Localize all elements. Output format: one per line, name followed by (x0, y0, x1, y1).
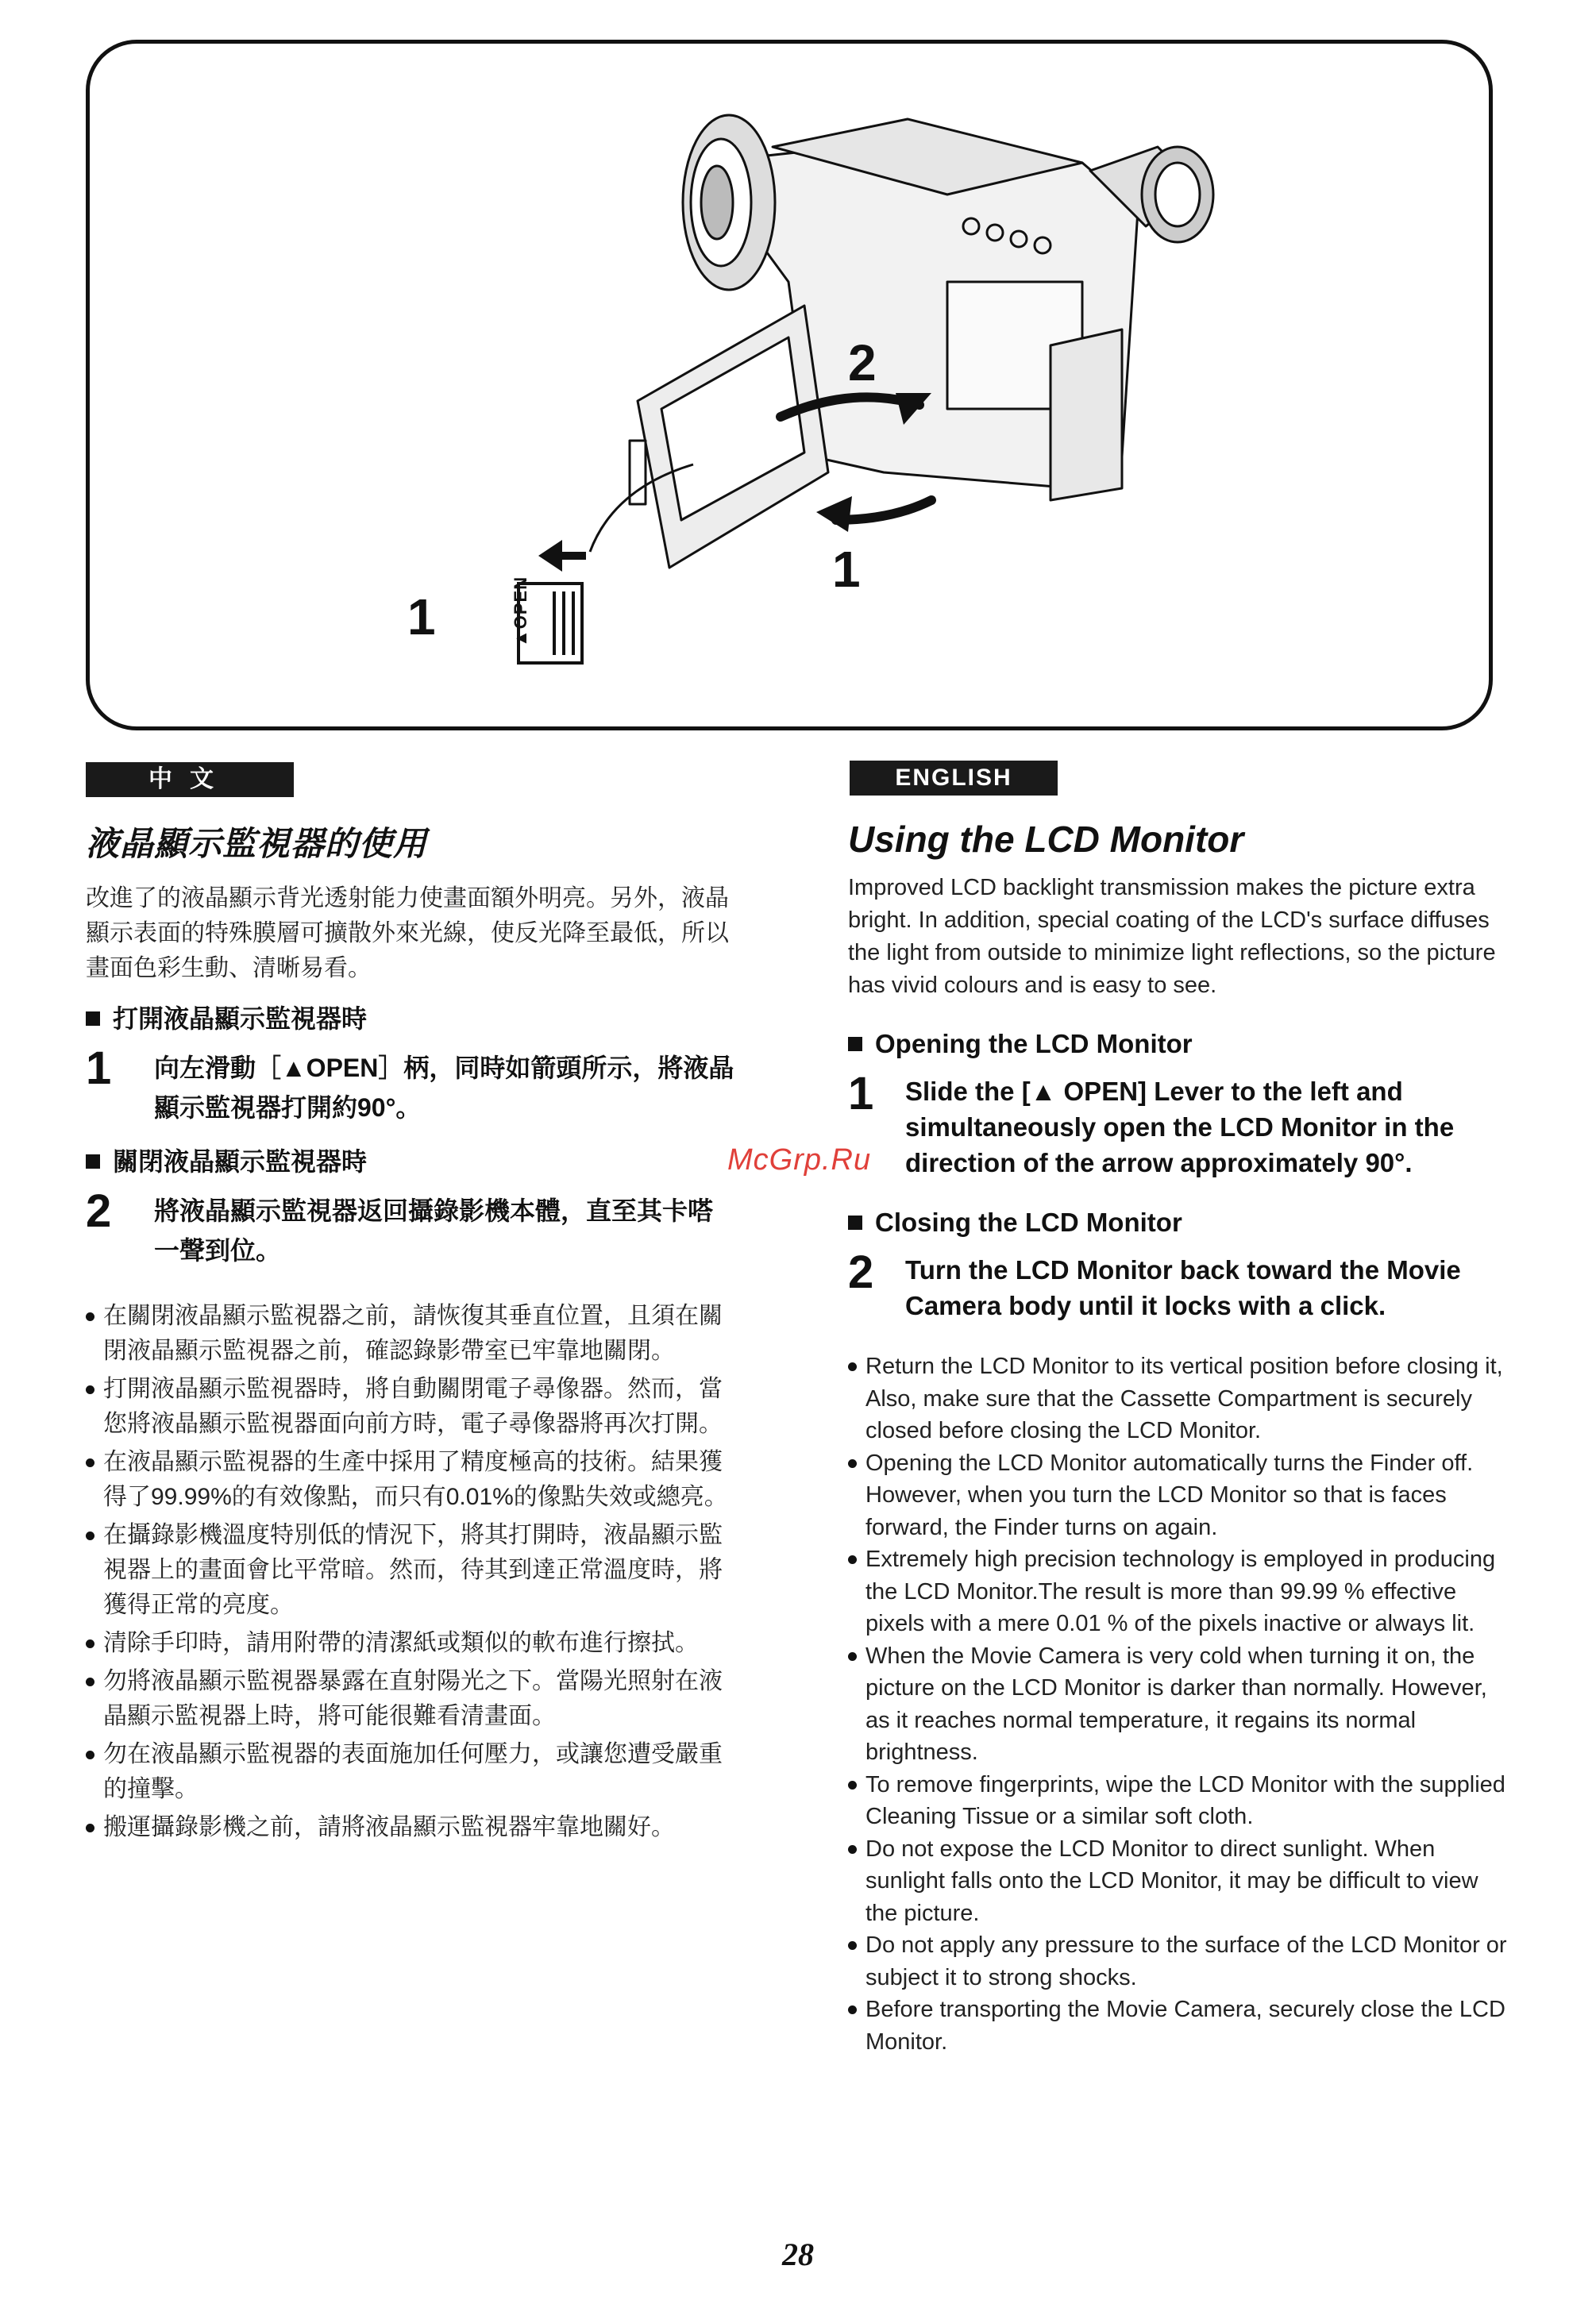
camcorder-illustration (90, 44, 1489, 726)
step-text: 向左滑動［▲OPEN］柄，同時如箭頭所示，將液晶顯示監視器打開約90°。 (154, 1054, 734, 1122)
step-number: 2 (86, 1185, 112, 1237)
square-bullet-icon (848, 1037, 862, 1051)
chinese-notes (86, 1299, 737, 1845)
list-item: 勿在液晶顯示監視器的表面施加任何壓力，或讓您遭受嚴重的撞擊。 (86, 1737, 737, 1807)
english-step-2 (848, 1246, 1507, 1323)
step-number: 1 (848, 1068, 874, 1119)
chinese-step-2 (86, 1185, 737, 1270)
step-text: 將液晶顯示監視器返回攝錄影機本體，直至其卡嗒一聲到位。 (154, 1196, 714, 1265)
step-text: Turn the LCD Monitor back toward the Movie Camera body until it locks with a click. (905, 1255, 1461, 1320)
lever-step-label: 1 (407, 588, 436, 645)
chinese-intro: 改進了的液晶顯示背光透射能力使畫面額外明亮。另外，液晶顯示表面的特殊膜層可擴散外來光線，使反光降至最低，所以畫面色彩生動、清晰易看。 (86, 885, 729, 981)
list-item: Extremely high precision technology is employed in producing the LCD Monitor.The result is more than 99.99 % effective pixels with a mere 0.01 % of the pixels inactive or always lit. (848, 1543, 1507, 1640)
step-2-label: 2 (848, 334, 877, 391)
chinese-close-heading: 關閉液晶顯示監視器時 (86, 1143, 737, 1180)
list-item: 勿將液晶顯示監視器暴露在直射陽光之下。當陽光照射在液晶顯示監視器上時，將可能很難看清畫面。 (86, 1664, 737, 1734)
list-item: Do not apply any pressure to the surface of the LCD Monitor or subject it to strong shocks. (848, 1929, 1507, 1994)
list-item: 在關閉液晶顯示監視器之前，請恢復其垂直位置，且須在關閉液晶顯示監視器之前，確認錄影帶室已牢靠地關閉。 (86, 1299, 737, 1369)
list-item: Return the LCD Monitor to its vertical position before closing it, Also, make sure that the Cassette Compartment is securely closed before closing the LCD Monitor. (848, 1350, 1507, 1447)
chinese-section-label: 中文 (86, 762, 294, 797)
list-item: 打開液晶顯示監視器時，將自動關閉電子尋像器。然而，當您將液晶顯示監視器面向前方時，電子尋像器將再次打開。 (86, 1372, 737, 1442)
chinese-open-heading: 打開液晶顯示監視器時 (86, 1000, 737, 1037)
list-item: 在攝錄影機溫度特別低的情況下，將其打開時，液晶顯示監視器上的畫面會比平常暗。然而，待其到達正常溫度時，將獲得正常的亮度。 (86, 1518, 737, 1623)
square-bullet-icon (848, 1216, 862, 1230)
list-item: 在液晶顯示監視器的生產中採用了精度極高的技術。結果獲得了99.99%的有效像點，而只有0.01%的像點失效或總亮。 (86, 1445, 737, 1515)
list-item: Opening the LCD Monitor automatically turns the Finder off. However, when you turn the LCD Monitor so that is faces forward, the Finder turns on again. (848, 1447, 1507, 1544)
square-bullet-icon (86, 1011, 100, 1026)
english-close-heading: Closing the LCD Monitor (848, 1204, 1507, 1241)
list-item: To remove fingerprints, wipe the LCD Monitor with the supplied Cleaning Tissue or a similar soft cloth. (848, 1769, 1507, 1833)
chinese-column (86, 818, 737, 1848)
step-number: 1 (86, 1042, 112, 1094)
chinese-step-1 (86, 1042, 737, 1127)
illustration-frame (86, 40, 1493, 730)
list-item: Before transporting the Movie Camera, securely close the LCD Monitor. (848, 1994, 1507, 2058)
english-title: Using the LCD Monitor (848, 819, 1244, 860)
step-1-label: 1 (832, 541, 861, 598)
english-intro: Improved LCD backlight transmission makes the picture extra bright. In addition, special coating of the LCD's surface diffuses the light from outside to minimize light reflections, so the picture has vivid colours and is easy to see. (848, 875, 1496, 998)
english-notes (848, 1350, 1507, 2058)
english-column (848, 818, 1507, 2058)
square-bullet-icon (86, 1154, 100, 1169)
open-lever-text: ▲OPEN (511, 576, 530, 647)
watermark: McGrp.Ru (727, 1143, 872, 1177)
step-text: Slide the [▲ OPEN] Lever to the left and simultaneously open the LCD Monitor in the direction of the arrow approximately 90°. (905, 1077, 1455, 1177)
english-section-label: ENGLISH (850, 761, 1058, 796)
list-item: 搬運攝錄影機之前，請將液晶顯示監視器牢靠地關好。 (86, 1810, 737, 1845)
step-number: 2 (848, 1246, 874, 1298)
english-open-heading: Opening the LCD Monitor (848, 1026, 1507, 1062)
english-step-1 (848, 1068, 1507, 1181)
page-number: 28 (782, 2237, 814, 2272)
list-item: 清除手印時，請用附帶的清潔紙或類似的軟布進行擦拭。 (86, 1626, 737, 1661)
list-item: When the Movie Camera is very cold when turning it on, the picture on the LCD Monitor is darker than normally. However, as it reaches normal temperature, it regains its normal brightness. (848, 1640, 1507, 1769)
chinese-title: 液晶顯示監視器的使用 (86, 824, 428, 863)
list-item: Do not expose the LCD Monitor to direct sunlight. When sunlight falls onto the LCD Monitor, it may be difficult to view the picture. (848, 1833, 1507, 1930)
